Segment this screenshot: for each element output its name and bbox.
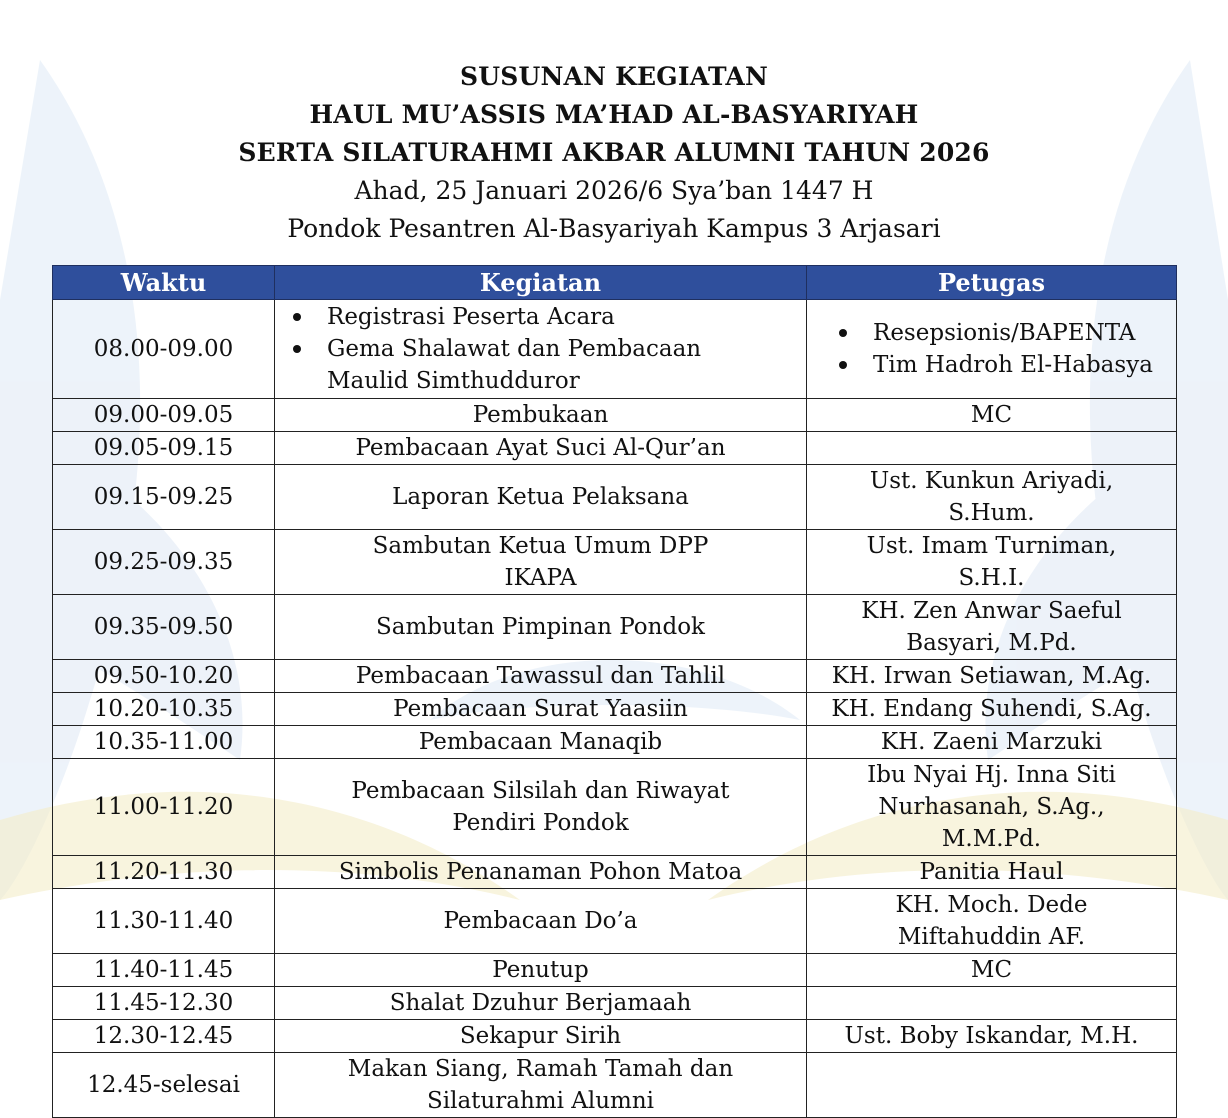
- officer-cell: MC: [807, 399, 1177, 432]
- document-header: [0, 58, 1228, 248]
- time-cell: 12.30-12.45: [53, 1020, 275, 1053]
- activity-cell: Pembukaan: [275, 399, 807, 432]
- table-row: [53, 987, 1177, 1020]
- activity-cell: Pembacaan Do’a: [275, 889, 807, 954]
- bullet-icon: [293, 313, 301, 321]
- activity-bullet-list: [281, 301, 800, 397]
- activity-cell: Shalat Dzuhur Berjamaah: [275, 987, 807, 1020]
- bullet-icon: [839, 329, 847, 337]
- list-item: [281, 333, 760, 397]
- officer-cell: KH. Irwan Setiawan, M.Ag.: [807, 660, 1177, 693]
- officer-cell: KH. Zen Anwar Saeful Basyari, M.Pd.: [807, 595, 1177, 660]
- table-row: [53, 1053, 1177, 1118]
- time-cell: 09.05-09.15: [53, 432, 275, 465]
- title-line-3: SERTA SILATURAHMI AKBAR ALUMNI TAHUN 2026: [238, 138, 990, 167]
- table-row: [53, 759, 1177, 856]
- table-row: [53, 889, 1177, 954]
- time-cell: 09.35-09.50: [53, 595, 275, 660]
- officer-bullet-list: [813, 317, 1170, 381]
- schedule-table: [52, 265, 1177, 1118]
- time-cell: 11.30-11.40: [53, 889, 275, 954]
- time-cell: 11.40-11.45: [53, 954, 275, 987]
- activity-cell: Makan Siang, Ramah Tamah dan Silaturahmi Alumni: [275, 1053, 807, 1118]
- table-row: [53, 465, 1177, 530]
- title-line-2: HAUL MU’ASSIS MA’HAD AL-BASYARIYAH: [309, 100, 919, 129]
- table-row: [53, 432, 1177, 465]
- bullet-icon: [293, 345, 301, 353]
- time-cell: 09.00-09.05: [53, 399, 275, 432]
- officer-cell: Ust. Imam Turniman, S.H.I.: [807, 530, 1177, 595]
- officer-cell: [807, 987, 1177, 1020]
- officer-cell: Panitia Haul: [807, 856, 1177, 889]
- officer-cell: [807, 300, 1177, 399]
- activity-cell: Sambutan Ketua Umum DPP IKAPA: [275, 530, 807, 595]
- time-cell: 12.45-selesai: [53, 1053, 275, 1118]
- list-item: [827, 317, 1170, 349]
- event-location: Pondok Pesantren Al-Basyariyah Kampus 3 Arjasari: [287, 214, 941, 243]
- activity-text: Gema Shalawat dan Pembacaan Maulid Simthudduror: [327, 336, 702, 394]
- activity-cell: Sambutan Pimpinan Pondok: [275, 595, 807, 660]
- officer-text: Resepsionis/BAPENTA: [873, 320, 1136, 346]
- time-cell: 09.25-09.35: [53, 530, 275, 595]
- time-cell: 11.45-12.30: [53, 987, 275, 1020]
- title-line-1: SUSUNAN KEGIATAN: [459, 62, 769, 91]
- officer-cell: Ust. Kunkun Ariyadi, S.Hum.: [807, 465, 1177, 530]
- activity-cell: Pembacaan Silsilah dan Riwayat Pendiri Pondok: [275, 759, 807, 856]
- activity-cell: Pembacaan Manaqib: [275, 726, 807, 759]
- time-cell: 11.00-11.20: [53, 759, 275, 856]
- time-cell: 11.20-11.30: [53, 856, 275, 889]
- table-row: [53, 954, 1177, 987]
- header-time: Waktu: [53, 266, 275, 300]
- activity-cell: [275, 300, 807, 399]
- event-date: Ahad, 25 Januari 2026/6 Sya’ban 1447 H: [354, 176, 874, 205]
- officer-cell: [807, 432, 1177, 465]
- officer-cell: MC: [807, 954, 1177, 987]
- table-row: [53, 399, 1177, 432]
- header-officer: Petugas: [807, 266, 1177, 300]
- list-item: [281, 301, 760, 333]
- time-cell: 10.35-11.00: [53, 726, 275, 759]
- time-cell: 10.20-10.35: [53, 693, 275, 726]
- activity-cell: Pembacaan Surat Yaasiin: [275, 693, 807, 726]
- time-cell: 08.00-09.00: [53, 300, 275, 399]
- officer-cell: Ust. Boby Iskandar, M.H.: [807, 1020, 1177, 1053]
- officer-cell: KH. Moch. Dede Miftahuddin AF.: [807, 889, 1177, 954]
- table-row: [53, 530, 1177, 595]
- time-cell: 09.15-09.25: [53, 465, 275, 530]
- table-row: [53, 693, 1177, 726]
- list-item: [827, 349, 1170, 381]
- officer-text: Tim Hadroh El-Habasya: [873, 352, 1153, 378]
- table-row: [53, 595, 1177, 660]
- header-activity: Kegiatan: [275, 266, 807, 300]
- activity-cell: Sekapur Sirih: [275, 1020, 807, 1053]
- activity-cell: Pembacaan Ayat Suci Al-Qur’an: [275, 432, 807, 465]
- table-row: [53, 300, 1177, 399]
- officer-cell: [807, 1053, 1177, 1118]
- activity-cell: Pembacaan Tawassul dan Tahlil: [275, 660, 807, 693]
- time-cell: 09.50-10.20: [53, 660, 275, 693]
- table-header-row: [53, 266, 1177, 300]
- activity-text: Registrasi Peserta Acara: [327, 304, 615, 330]
- officer-cell: KH. Zaeni Marzuki: [807, 726, 1177, 759]
- activity-cell: Simbolis Penanaman Pohon Matoa: [275, 856, 807, 889]
- activity-cell: Laporan Ketua Pelaksana: [275, 465, 807, 530]
- table-row: [53, 660, 1177, 693]
- officer-cell: KH. Endang Suhendi, S.Ag.: [807, 693, 1177, 726]
- activity-cell: Penutup: [275, 954, 807, 987]
- bullet-icon: [839, 361, 847, 369]
- officer-cell: Ibu Nyai Hj. Inna Siti Nurhasanah, S.Ag., M.M.Pd.: [807, 759, 1177, 856]
- table-row: [53, 856, 1177, 889]
- table-row: [53, 726, 1177, 759]
- table-row: [53, 1020, 1177, 1053]
